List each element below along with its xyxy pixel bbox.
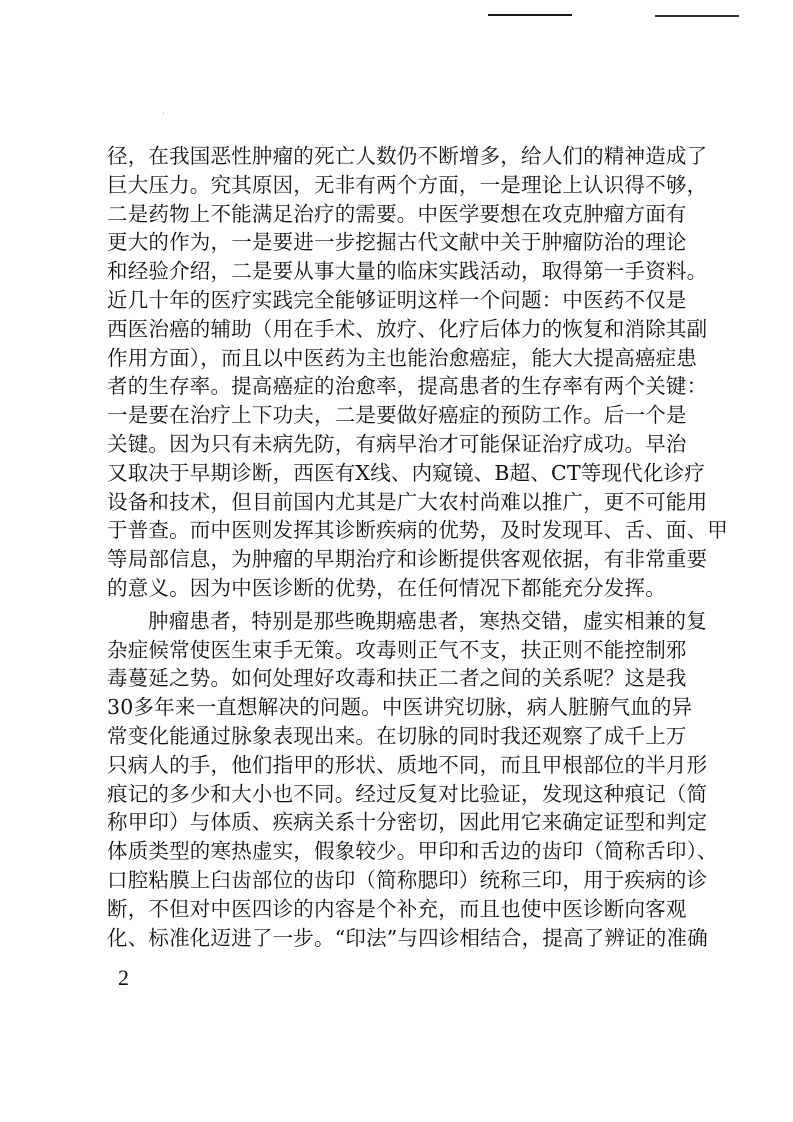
text-line: 又取决于早期诊断，西医有X线、内窥镜、B超、CT等现代化诊疗 (107, 460, 706, 485)
text-line: 杂症候常使医生束手无策。攻毒则正气不支，扶正则不能控制邪 (107, 637, 687, 662)
text-line: 更大的作为，一是要进一步挖掘古代文献中关于肿瘤防治的理论 (107, 230, 687, 255)
text-line: 毒蔓延之势。如何处理好攻毒和扶正二者之间的关系呢？这是我 (107, 666, 687, 691)
text-line: 口腔粘膜上臼齿部位的齿印（简称腮印）统称三印，用于疾病的诊 (107, 867, 708, 892)
text-line: 巨大压力。究其原因，无非有两个方面，一是理论上认识得不够， (107, 172, 708, 197)
page-number: 2 (118, 965, 129, 990)
text-line: 于普查。而中医则发挥其诊断疾病的优势，及时发现耳、舌、面、甲 (107, 518, 728, 543)
header-rule-right (655, 15, 739, 17)
text-line: 径，在我国恶性肿瘤的死亡人数仍不断增多，给人们的精神造成了 (107, 144, 708, 168)
page-body (107, 142, 728, 952)
text-line: 二是药物上不能满足治疗的需要。中医学要想在攻克肿瘤方面有 (107, 201, 687, 226)
text-line: 和经验介绍，二是要从事大量的临床实践活动，取得第一手资料。 (107, 259, 708, 284)
header-rule-left (488, 14, 572, 16)
text-line: 西医治癌的辅助（用在手术、放疗、化疗后体力的恢复和消除其副 (107, 316, 708, 341)
text-line: 常变化能通过脉象表现出来。在切脉的同时我还观察了成千上万 (107, 723, 687, 748)
text-line: 痕记的多少和大小也不同。经过反复对比验证，发现这种痕记（简 (107, 781, 708, 806)
text-line: 断，不但对中医四诊的内容是个补充，而且也使中医诊断向客观 (107, 896, 687, 921)
paragraph-2 (107, 607, 718, 953)
text-line: 30多年来一直想解决的问题。中医讲究切脉，病人脏腑气血的异 (107, 695, 693, 720)
text-line: 体质类型的寒热虚实，假象较少。甲印和舌边的齿印（简称舌印）、 (107, 839, 718, 864)
text-line: 关键。因为只有未病先防，有病早治才可能保证治疗成功。早治 (107, 431, 687, 456)
paragraph-1 (107, 142, 728, 603)
text-line: 化、标准化迈进了一步。“印法”与四诊相结合，提高了辨证的准确 (107, 925, 708, 950)
text-line: 设备和技术，但目前国内尤其是广大农村尚难以推广，更不可能用 (107, 489, 708, 514)
text-line: 肿瘤患者，特别是那些晚期癌患者，寒热交错，虚实相兼的复 (148, 608, 707, 633)
text-line: 近几十年的医疗实践完全能够证明这样一个问题：中医药不仅是 (107, 287, 687, 312)
text-line: 称甲印）与体质、疾病关系十分密切，因此用它来确定证型和判定 (107, 810, 708, 835)
text-line: 者的生存率。提高癌症的治愈率，提高患者的生存率有两个关键： (107, 374, 708, 399)
text-line: 的意义。因为中医诊断的优势，在任何情况下都能充分发挥。 (107, 575, 666, 600)
text-line: 等局部信息，为肿瘤的早期治疗和诊断提供客观依据，有非常重要 (107, 547, 708, 572)
scan-speck (163, 113, 164, 114)
text-line: 作用方面），而且以中医药为主也能治愈癌症，能大大提高癌症患 (107, 345, 698, 370)
text-line: 一是要在治疗上下功夫，二是要做好癌症的预防工作。后一个是 (107, 403, 687, 428)
text-line: 只病人的手，他们指甲的形状、质地不同，而且甲根部位的半月形 (107, 752, 708, 777)
